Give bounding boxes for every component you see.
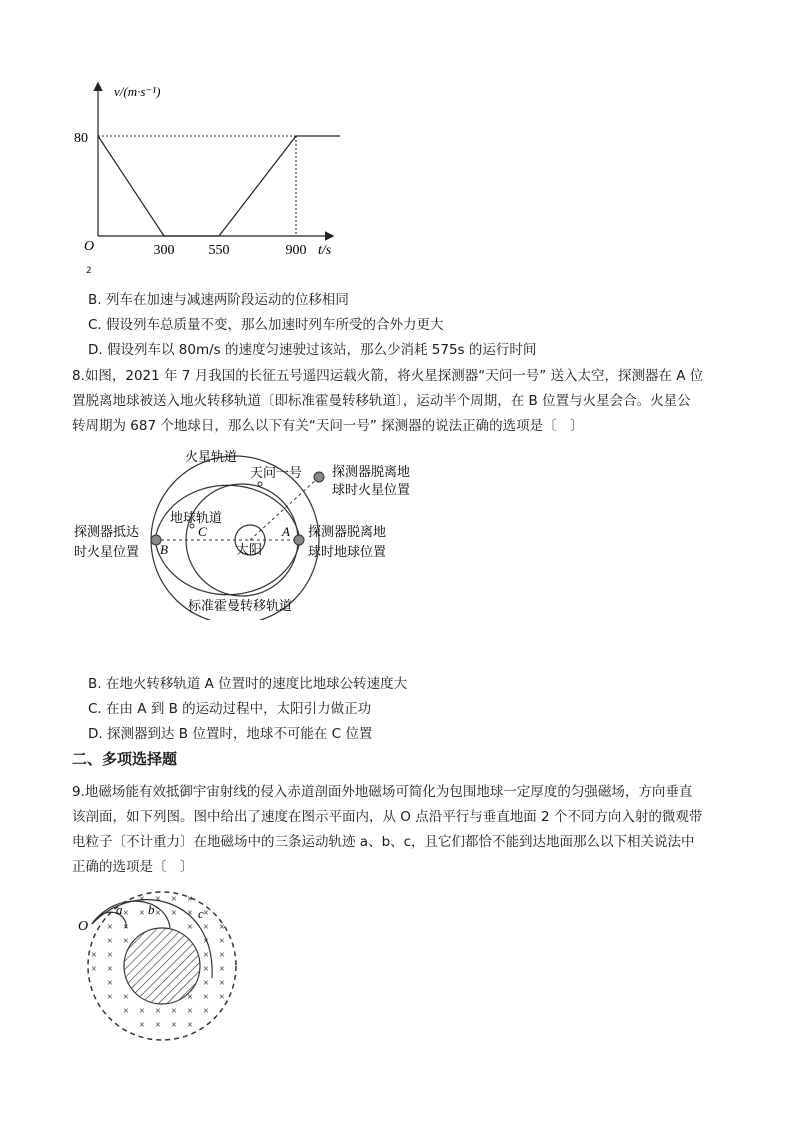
field-mark: ×: [107, 922, 113, 933]
field-mark: ×: [203, 978, 209, 989]
field-mark: ×: [155, 1020, 161, 1031]
y-tick-80: 80: [74, 131, 88, 146]
earth-orbit-label: 地球轨道: [170, 510, 223, 525]
field-mark: ×: [187, 1006, 193, 1017]
q9-stem-line-4: 正确的选项是〔 〕: [72, 859, 194, 875]
field-mark: ×: [203, 1006, 209, 1017]
field-mark: ×: [107, 936, 113, 947]
field-mark: ×: [107, 964, 113, 975]
field-mark: ×: [123, 922, 129, 933]
q7-option-b: B. 列车在加速与减速两阶段运动的位移相同: [88, 292, 349, 308]
field-mark: ×: [203, 922, 209, 933]
field-mark: ×: [219, 964, 225, 975]
earth-at-departure-dot: [294, 535, 304, 545]
field-mark: ×: [91, 950, 97, 961]
field-mark: ×: [123, 908, 129, 919]
track-b-label: b: [148, 902, 155, 917]
sun-label: 太阳: [236, 542, 263, 557]
field-mark: ×: [171, 1020, 177, 1031]
hohmann-orbit-diagram: [70, 440, 430, 620]
field-mark: ×: [139, 1006, 145, 1017]
field-mark: ×: [203, 936, 209, 947]
field-mark: ×: [171, 894, 177, 905]
field-mark: ×: [219, 950, 225, 961]
mars-orbit-label: 火星轨道: [185, 449, 238, 464]
q9-stem-line-3: 电粒子〔不计重力〕在地磁场中的三条运动轨迹 a、b、c，且它们都恰不能到达地面那么以下相关说法中: [72, 834, 695, 850]
magnetosphere-diagram: [76, 882, 246, 1042]
track-a-label: a: [116, 902, 123, 917]
mars-departure-label-2: 球时火星位置: [332, 482, 411, 497]
track-c-label: c: [198, 906, 204, 921]
x-tick-900: 900: [285, 243, 307, 258]
field-mark: ×: [91, 964, 97, 975]
field-mark: ×: [187, 1020, 193, 1031]
q8-stem-line-2: 置脱离地球被送入地火转移轨道〔即标准霍曼转移轨道〕，运动半个周期，在 B 位置与火星会合。火星公: [72, 393, 691, 409]
figure-caption: 2: [86, 266, 92, 276]
point-a-label: A: [282, 524, 290, 539]
point-o-label: O: [78, 919, 89, 934]
q8-option-b: B. 在地火转移轨道 A 位置时的速度比地球公转速度大: [88, 676, 408, 692]
earth-departure-label-1: 探测器脱离地: [308, 524, 387, 539]
q7-option-c: C. 假设列车总质量不变，那么加速时列车所受的合外力更大: [88, 317, 444, 333]
field-mark: ×: [123, 936, 129, 947]
point-b-label: B: [160, 542, 168, 557]
field-mark: ×: [155, 1006, 161, 1017]
earth-departure-label-2: 球时地球位置: [308, 544, 387, 559]
velocity-time-graph: [70, 78, 340, 278]
field-mark: ×: [187, 908, 193, 919]
field-mark: ×: [171, 908, 177, 919]
field-mark: ×: [203, 950, 209, 961]
x-axis-label: t/s: [318, 243, 332, 258]
field-mark: ×: [219, 992, 225, 1003]
velocity-series-line: [98, 136, 296, 236]
field-mark: ×: [107, 978, 113, 989]
q7-option-d: D. 假设列车以 80m/s 的速度匀速驶过该站，那么少消耗 575s 的运行时间: [88, 342, 537, 358]
x-tick-300: 300: [153, 243, 175, 258]
tianwen-probe-dot: [258, 482, 262, 486]
x-tick-550: 550: [208, 243, 230, 258]
field-mark: ×: [171, 1006, 177, 1017]
section-heading: 二、多项选择题: [72, 750, 178, 768]
mars-departure-label-1: 探测器脱离地: [332, 464, 411, 479]
field-mark: ×: [155, 908, 161, 919]
arrival-mars-label-2: 时火星位置: [74, 544, 140, 559]
q8-option-d: D. 探测器到达 B 位置时，地球不可能在 C 位置: [88, 726, 373, 742]
field-mark: ×: [219, 922, 225, 933]
field-mark: ×: [219, 978, 225, 989]
q8-stem-line-3: 转周期为 687 个地球日，那么以下有关“天问一号” 探测器的说法正确的选项是〔 〕: [72, 418, 584, 434]
field-mark: ×: [107, 992, 113, 1003]
field-mark: ×: [139, 1020, 145, 1031]
hohmann-orbit-label: 标准霍曼转移轨道: [188, 598, 293, 613]
origin-label: O: [84, 239, 95, 254]
field-mark: ×: [203, 908, 209, 919]
mars-at-departure-dot: [314, 472, 324, 482]
q8-option-c: C. 在由 A 到 B 的运动过程中，太阳引力做正功: [88, 701, 372, 717]
field-mark: ×: [203, 992, 209, 1003]
field-mark: ×: [155, 894, 161, 905]
q9-stem-line-1: 9.地磁场能有效抵御宇宙射线的侵入赤道剖面外地磁场可简化为包围地球一定厚度的匀强磁场，方向垂直: [72, 784, 693, 800]
field-mark: ×: [139, 908, 145, 919]
point-c-label: C: [198, 524, 207, 539]
field-mark: ×: [139, 894, 145, 905]
field-mark: ×: [123, 1006, 129, 1017]
tianwen-label: 天问一号: [250, 465, 303, 480]
field-mark: ×: [187, 922, 193, 933]
y-axis-label: v/(m·s⁻¹): [114, 84, 161, 99]
arrival-mars-label-1: 探测器抵达: [74, 524, 140, 539]
field-mark: ×: [123, 992, 129, 1003]
field-mark: ×: [107, 950, 113, 961]
q8-stem-line-1: 8.如图，2021 年 7 月我国的长征五号遥四运载火箭，将火星探测器“天问一号” 送入太空，探测器在 A 位: [72, 368, 704, 384]
q9-stem-line-2: 该剖面，如下列图。图中给出了速度在图示平面内，从 O 点沿平行与垂直地面 2 个不同方向入射的微观带: [72, 809, 703, 825]
field-mark: ×: [187, 992, 193, 1003]
field-mark: ×: [187, 894, 193, 905]
field-mark: ×: [203, 964, 209, 975]
field-mark: ×: [219, 936, 225, 947]
